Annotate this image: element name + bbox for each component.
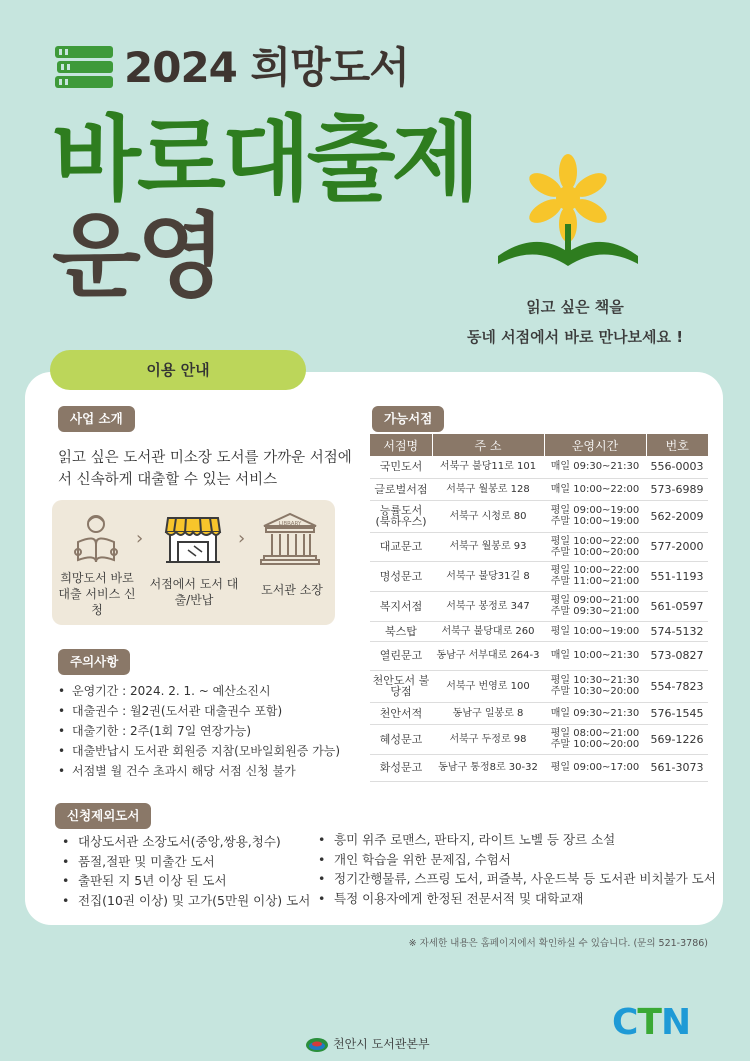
store-address: 서북구 불당대로 260 — [432, 621, 544, 641]
table-row — [370, 561, 708, 591]
store-name: 글로벌서점 — [370, 478, 432, 500]
store-hours: 평일 09:00~19:00 주말 10:00~19:00 — [544, 500, 646, 532]
exclusion-item: • 전집(10권 이상) 및 고가(5만원 이상) 도서 — [62, 891, 322, 911]
store-address: 서북구 월봉로 128 — [432, 478, 544, 500]
store-hours: 평일 10:00~19:00 — [544, 621, 646, 641]
table-header-row — [370, 434, 708, 456]
store-name: 혜성문고 — [370, 724, 432, 754]
caution-item: • 대출반납시 도서관 회원증 지참(모바일회원증 가능) — [58, 741, 368, 761]
table-row — [370, 702, 708, 724]
store-hours: 평일 10:00~22:00 주말 11:00~21:00 — [544, 561, 646, 591]
store-address: 서북구 봉정로 347 — [432, 591, 544, 621]
exclusion-label: 신청제외도서 — [55, 803, 151, 829]
slogan — [440, 292, 710, 352]
main-title: 바로대출제 — [52, 106, 477, 213]
store-tel: 556-0003 — [646, 456, 708, 478]
ctn-letter-c: C — [612, 1002, 638, 1043]
store-icon — [164, 510, 222, 566]
flow-step-3: 도서관 소장 — [261, 583, 323, 597]
books-icon — [55, 46, 115, 88]
store-name: 북스탑 — [370, 621, 432, 641]
store-name: 복지서점 — [370, 591, 432, 621]
exclusion-item: • 특정 이용자에게 한정된 전문서적 및 대학교재 — [318, 889, 713, 909]
store-hours: 평일 10:30~21:30 주말 10:30~20:00 — [544, 670, 646, 702]
store-name: 국민도서 — [370, 456, 432, 478]
table-row — [370, 532, 708, 561]
exclusion-item: • 흥미 위주 로맨스, 판타지, 라이트 노벨 등 장르 소설 — [318, 830, 713, 850]
header-hours: 운영시간 — [544, 434, 646, 456]
caution-label: 주의사항 — [58, 649, 130, 675]
exclusion-item: • 개인 학습을 위한 문제집, 수험서 — [318, 850, 713, 870]
header-address: 주 소 — [432, 434, 544, 456]
store-address: 동남구 일봉로 8 — [432, 702, 544, 724]
store-name: 열린문고 — [370, 641, 432, 670]
ctn-letter-n: N — [660, 1002, 691, 1043]
exclusion-item: • 정기간행물류, 스프링 도서, 퍼즐북, 사운드북 등 도서관 비치불가 도서 — [318, 869, 713, 889]
guide-pill: 이용 안내 — [50, 350, 306, 390]
store-tel: 561-0597 — [646, 591, 708, 621]
caution-item: • 대출권수 : 월2권(도서관 대출권수 포함) — [58, 701, 368, 721]
table-row — [370, 754, 708, 781]
exclusion-list-left — [62, 832, 322, 910]
store-address: 동남구 서부대로 264-3 — [432, 641, 544, 670]
flow-step-1: 희망도서 바로대출 서비스 신청 — [58, 571, 136, 617]
table-row — [370, 621, 708, 641]
store-tel: 576-1545 — [646, 702, 708, 724]
caution-item: • 대출기한 : 2주(1회 7일 연장가능) — [58, 721, 368, 741]
store-tel: 561-3073 — [646, 754, 708, 781]
store-hours: 매일 10:00~21:30 — [544, 641, 646, 670]
service-flow — [52, 500, 335, 625]
store-hours: 평일 08:00~21:00 주말 10:00~20:00 — [544, 724, 646, 754]
intro-label: 사업 소개 — [58, 406, 135, 432]
store-tel: 554-7823 — [646, 670, 708, 702]
table-row — [370, 591, 708, 621]
exclusion-item: • 출판된 지 5년 이상 된 도서 — [62, 871, 322, 891]
slogan-line-1: 읽고 싶은 책을 — [526, 298, 624, 316]
caution-item: • 운영기간 : 2024. 2. 1. ~ 예산소진시 — [58, 681, 368, 701]
store-address: 서북구 불당11로 101 — [432, 456, 544, 478]
store-address: 서북구 두정로 98 — [432, 724, 544, 754]
table-row — [370, 478, 708, 500]
store-tel: 573-6989 — [646, 478, 708, 500]
cheonan-emblem-icon — [305, 1037, 329, 1053]
store-table — [370, 434, 708, 782]
store-hours: 평일 09:00~21:00 주말 09:30~21:00 — [544, 591, 646, 621]
flower-icon — [490, 148, 640, 288]
table-row — [370, 456, 708, 478]
store-hours: 평일 10:00~22:00 주말 10:00~20:00 — [544, 532, 646, 561]
store-address: 서북구 번영로 100 — [432, 670, 544, 702]
store-name: 천안도서 불당점 — [370, 670, 432, 702]
table-row — [370, 670, 708, 702]
caution-list — [58, 681, 368, 781]
header-tel: 번호 — [646, 434, 708, 456]
store-address: 서북구 월봉로 93 — [432, 532, 544, 561]
table-row — [370, 500, 708, 532]
flow-step-2: 서점에서 도서 대출/반납 — [149, 577, 239, 607]
store-name: 화성문고 — [370, 754, 432, 781]
store-hours: 평일 09:00~17:00 — [544, 754, 646, 781]
store-name: 천안서적 — [370, 702, 432, 724]
intro-text: 읽고 싶은 도서관 미소장 도서를 가까운 서점에서 신속하게 대출할 수 있는 서비스 — [58, 450, 352, 488]
contact-note: ※ 자세한 내용은 홈페이지에서 확인하실 수 있습니다. (문의 521-3786) — [408, 938, 708, 949]
store-name: 대교문고 — [370, 532, 432, 561]
exclusion-list-right — [318, 830, 716, 908]
store-tel: 574-5132 — [646, 621, 708, 641]
store-address: 서북구 불당31길 8 — [432, 561, 544, 591]
ctn-logo — [612, 1002, 690, 1043]
store-name: 능률도서 (북하우스) — [370, 500, 432, 532]
store-tel: 562-2009 — [646, 500, 708, 532]
slogan-line-2: 동네 서점에서 바로 만나보세요 ! — [466, 328, 684, 346]
chevron-right-icon: › — [238, 528, 246, 549]
store-tel: 551-1193 — [646, 561, 708, 591]
reader-icon — [68, 510, 124, 566]
library-icon — [258, 510, 322, 566]
store-address: 동남구 통정8로 30-32 — [432, 754, 544, 781]
library-sign: LIBRARY — [278, 521, 302, 527]
store-hours: 매일 10:00~22:00 — [544, 478, 646, 500]
store-address: 서북구 시청로 80 — [432, 500, 544, 532]
org-name: 천안시 도서관본부 — [333, 1037, 430, 1051]
sub-title: 운영 — [52, 203, 222, 310]
store-tel: 573-0827 — [646, 641, 708, 670]
year-title: 2024 희망도서 — [124, 43, 409, 92]
store-hours: 매일 09:30~21:30 — [544, 456, 646, 478]
exclusion-item: • 대상도서관 소장도서(중앙,쌍용,청수) — [62, 832, 322, 852]
header-name: 서점명 — [370, 434, 432, 456]
store-tel: 577-2000 — [646, 532, 708, 561]
store-tel: 569-1226 — [646, 724, 708, 754]
store-name: 명성문고 — [370, 561, 432, 591]
table-row — [370, 724, 708, 754]
chevron-right-icon: › — [136, 528, 144, 549]
exclusion-item: • 품절,절판 및 미출간 도서 — [62, 852, 322, 872]
org-logo — [305, 1035, 430, 1053]
caution-item: • 서점별 월 건수 초과시 해당 서점 신청 불가 — [58, 761, 368, 781]
store-hours: 매일 09:30~21:30 — [544, 702, 646, 724]
ctn-letter-t: T — [637, 1002, 661, 1043]
table-row — [370, 641, 708, 670]
stores-label: 가능서점 — [372, 406, 444, 432]
